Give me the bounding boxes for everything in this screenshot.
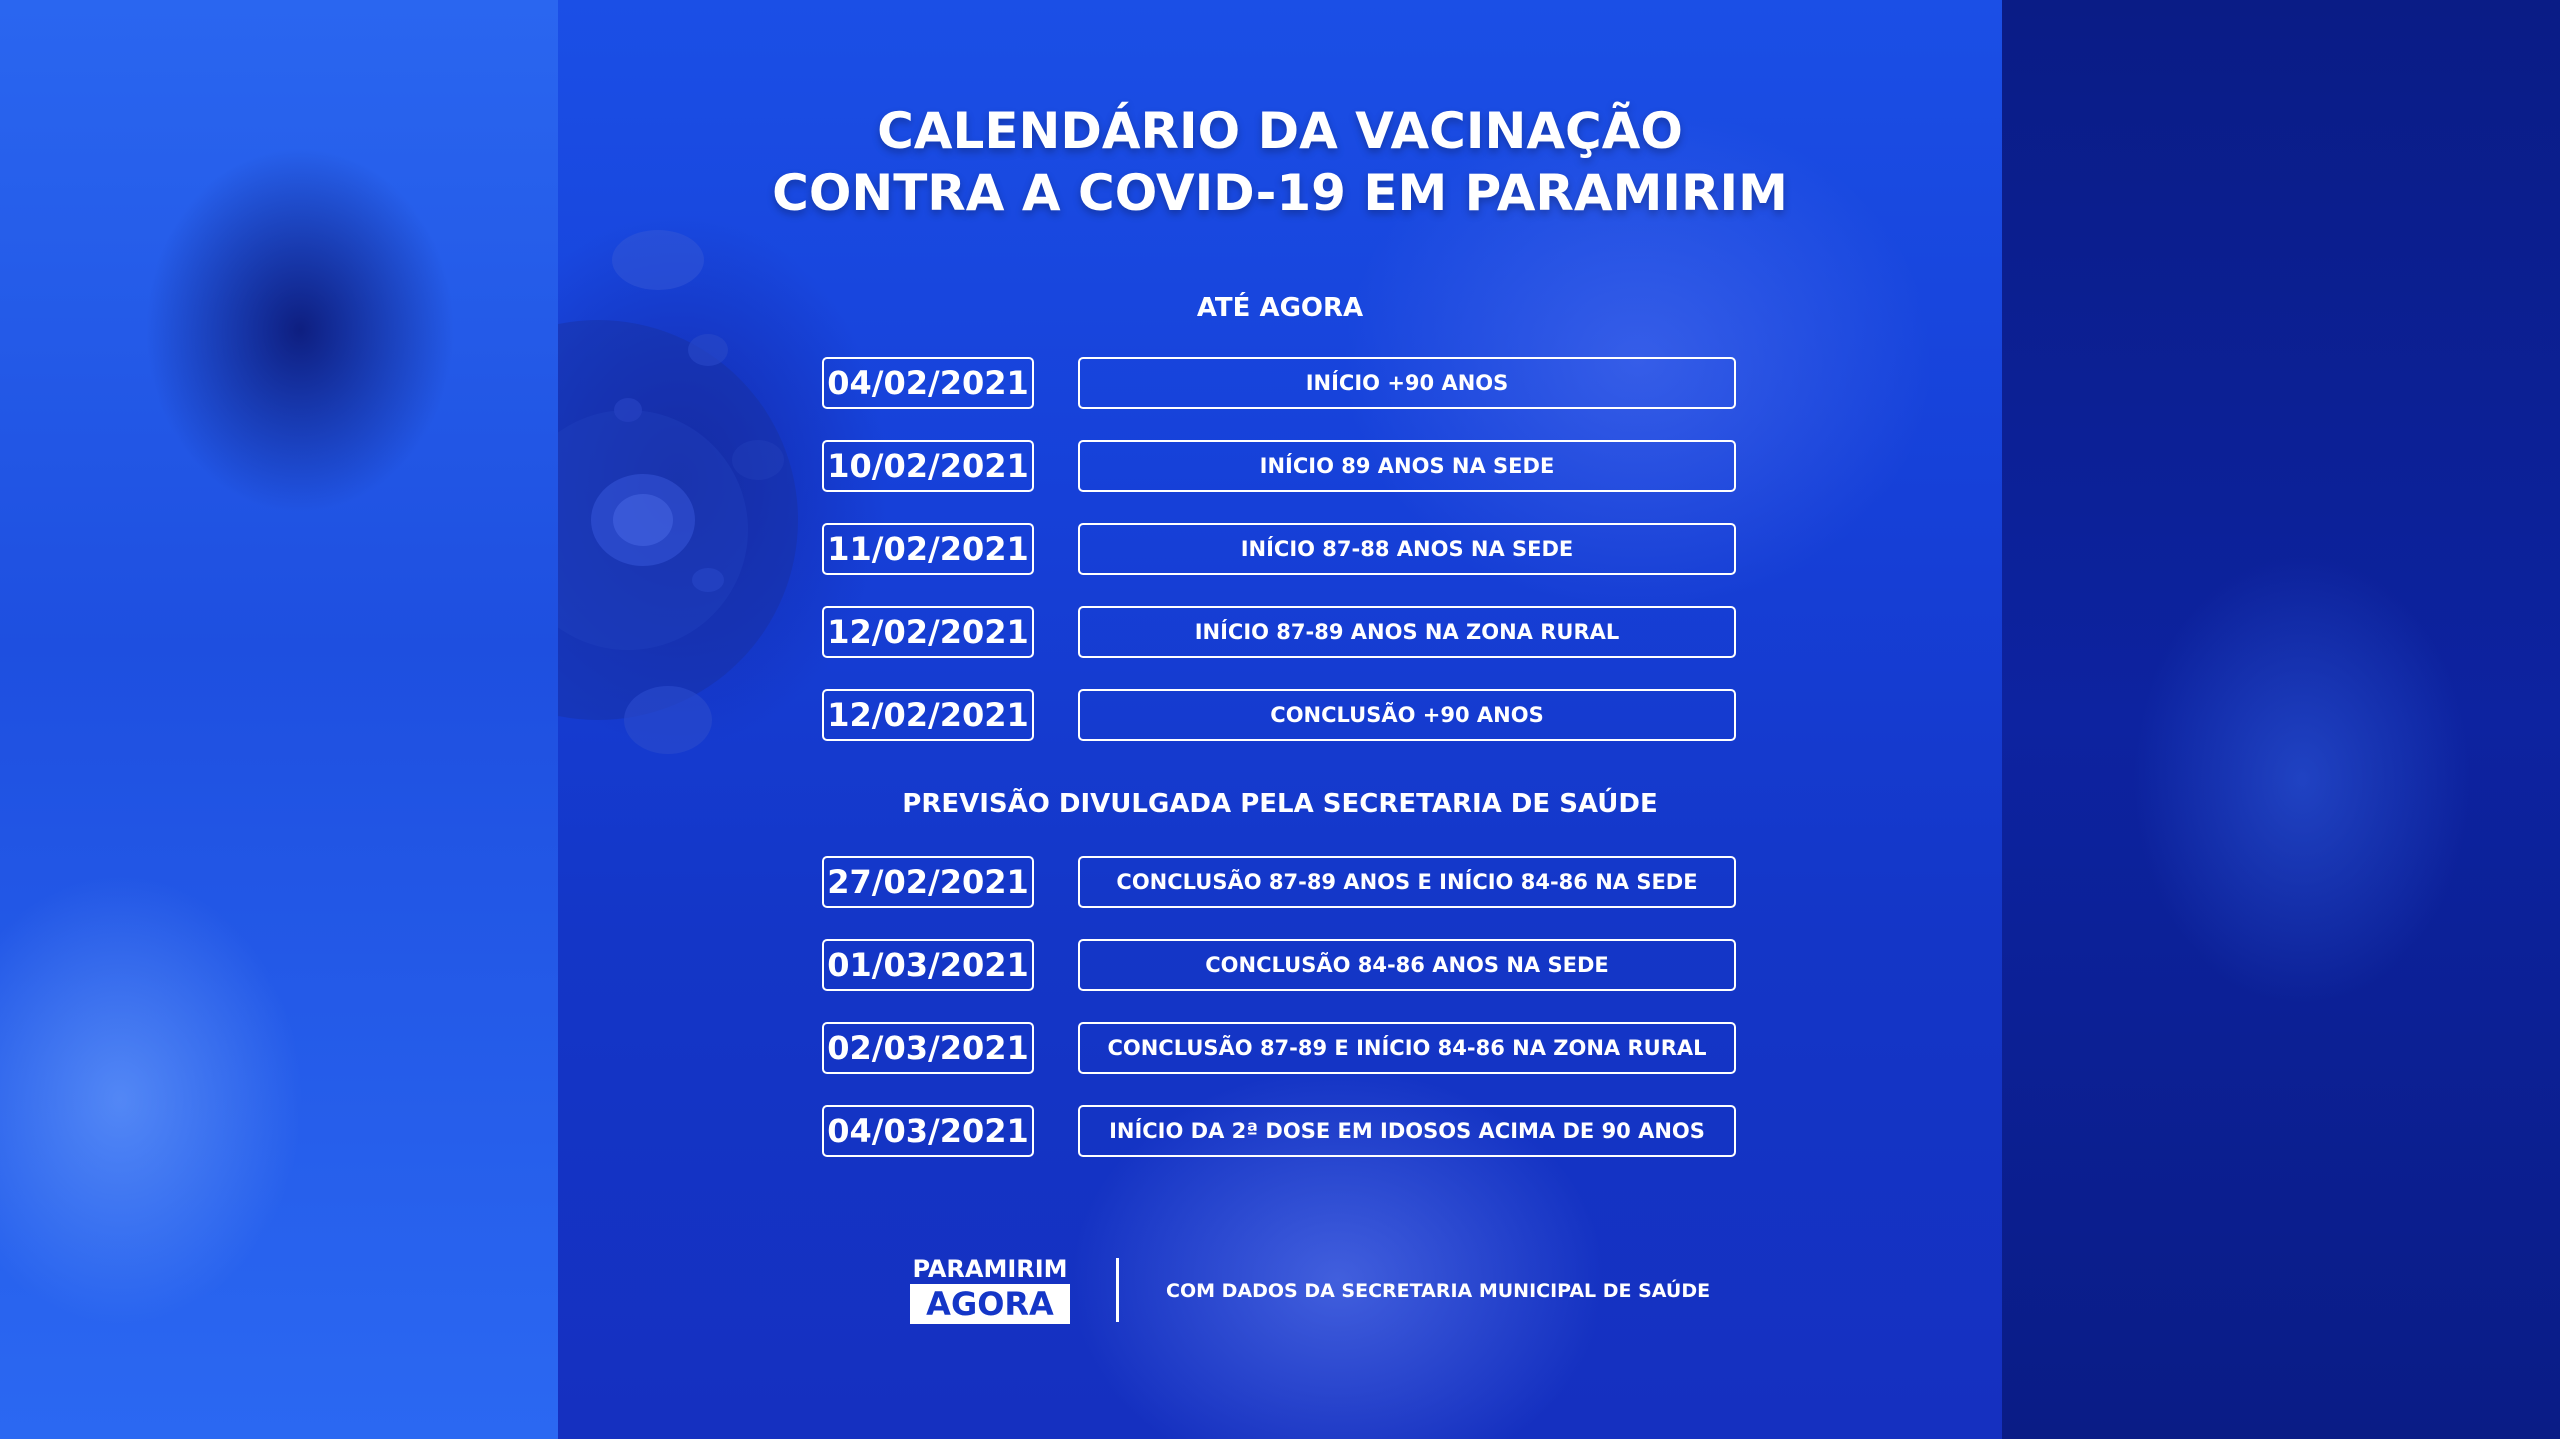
section-heading-previsao: PREVISÃO DIVULGADA PELA SECRETARIA DE SAÚDE — [902, 789, 1658, 819]
date-box: 27/02/2021 — [822, 856, 1034, 908]
logo-bottom-text: AGORA — [910, 1284, 1070, 1324]
description-box: CONCLUSÃO 84-86 ANOS NA SEDE — [1078, 939, 1736, 991]
schedule-row — [822, 689, 1736, 741]
description-box: CONCLUSÃO +90 ANOS — [1078, 689, 1736, 741]
date-box: 04/02/2021 — [822, 357, 1034, 409]
description-box: INÍCIO 87-89 ANOS NA ZONA RURAL — [1078, 606, 1736, 658]
schedule-row — [822, 856, 1736, 908]
description-box: INÍCIO 87-88 ANOS NA SEDE — [1078, 523, 1736, 575]
vaccination-calendar-poster — [558, 0, 2002, 1439]
date-box: 11/02/2021 — [822, 523, 1034, 575]
date-box: 12/02/2021 — [822, 689, 1034, 741]
section-heading-ate-agora: ATÉ AGORA — [1196, 293, 1364, 323]
date-box: 01/03/2021 — [822, 939, 1034, 991]
schedule-row — [822, 440, 1736, 492]
schedule-row — [822, 939, 1736, 991]
footer-divider — [1116, 1258, 1119, 1322]
title-line-2: CONTRA A COVID-19 EM PARAMIRIM — [772, 164, 1788, 222]
schedule-row — [822, 357, 1736, 409]
logo-top-text: PARAMIRIM — [912, 1255, 1068, 1283]
schedule-row — [822, 523, 1736, 575]
right-blurred-background — [2002, 0, 2560, 1439]
paramirim-agora-logo — [910, 1256, 1070, 1324]
schedule-row — [822, 606, 1736, 658]
schedule-row — [822, 1022, 1736, 1074]
date-box: 12/02/2021 — [822, 606, 1034, 658]
date-box: 02/03/2021 — [822, 1022, 1034, 1074]
description-box: INÍCIO 89 ANOS NA SEDE — [1078, 440, 1736, 492]
date-box: 10/02/2021 — [822, 440, 1034, 492]
left-blurred-background — [0, 0, 558, 1439]
date-box: 04/03/2021 — [822, 1105, 1034, 1157]
description-box: INÍCIO DA 2ª DOSE EM IDOSOS ACIMA DE 90 ANOS — [1078, 1105, 1736, 1157]
footer-credit: COM DADOS DA SECRETARIA MUNICIPAL DE SAÚDE — [1166, 1280, 1711, 1302]
page-title — [558, 100, 2002, 224]
description-box: CONCLUSÃO 87-89 E INÍCIO 84-86 NA ZONA RURAL — [1078, 1022, 1736, 1074]
schedule-row — [822, 1105, 1736, 1157]
description-box: INÍCIO +90 ANOS — [1078, 357, 1736, 409]
title-line-1: CALENDÁRIO DA VACINAÇÃO — [877, 102, 1683, 160]
description-box: CONCLUSÃO 87-89 ANOS E INÍCIO 84-86 NA SEDE — [1078, 856, 1736, 908]
